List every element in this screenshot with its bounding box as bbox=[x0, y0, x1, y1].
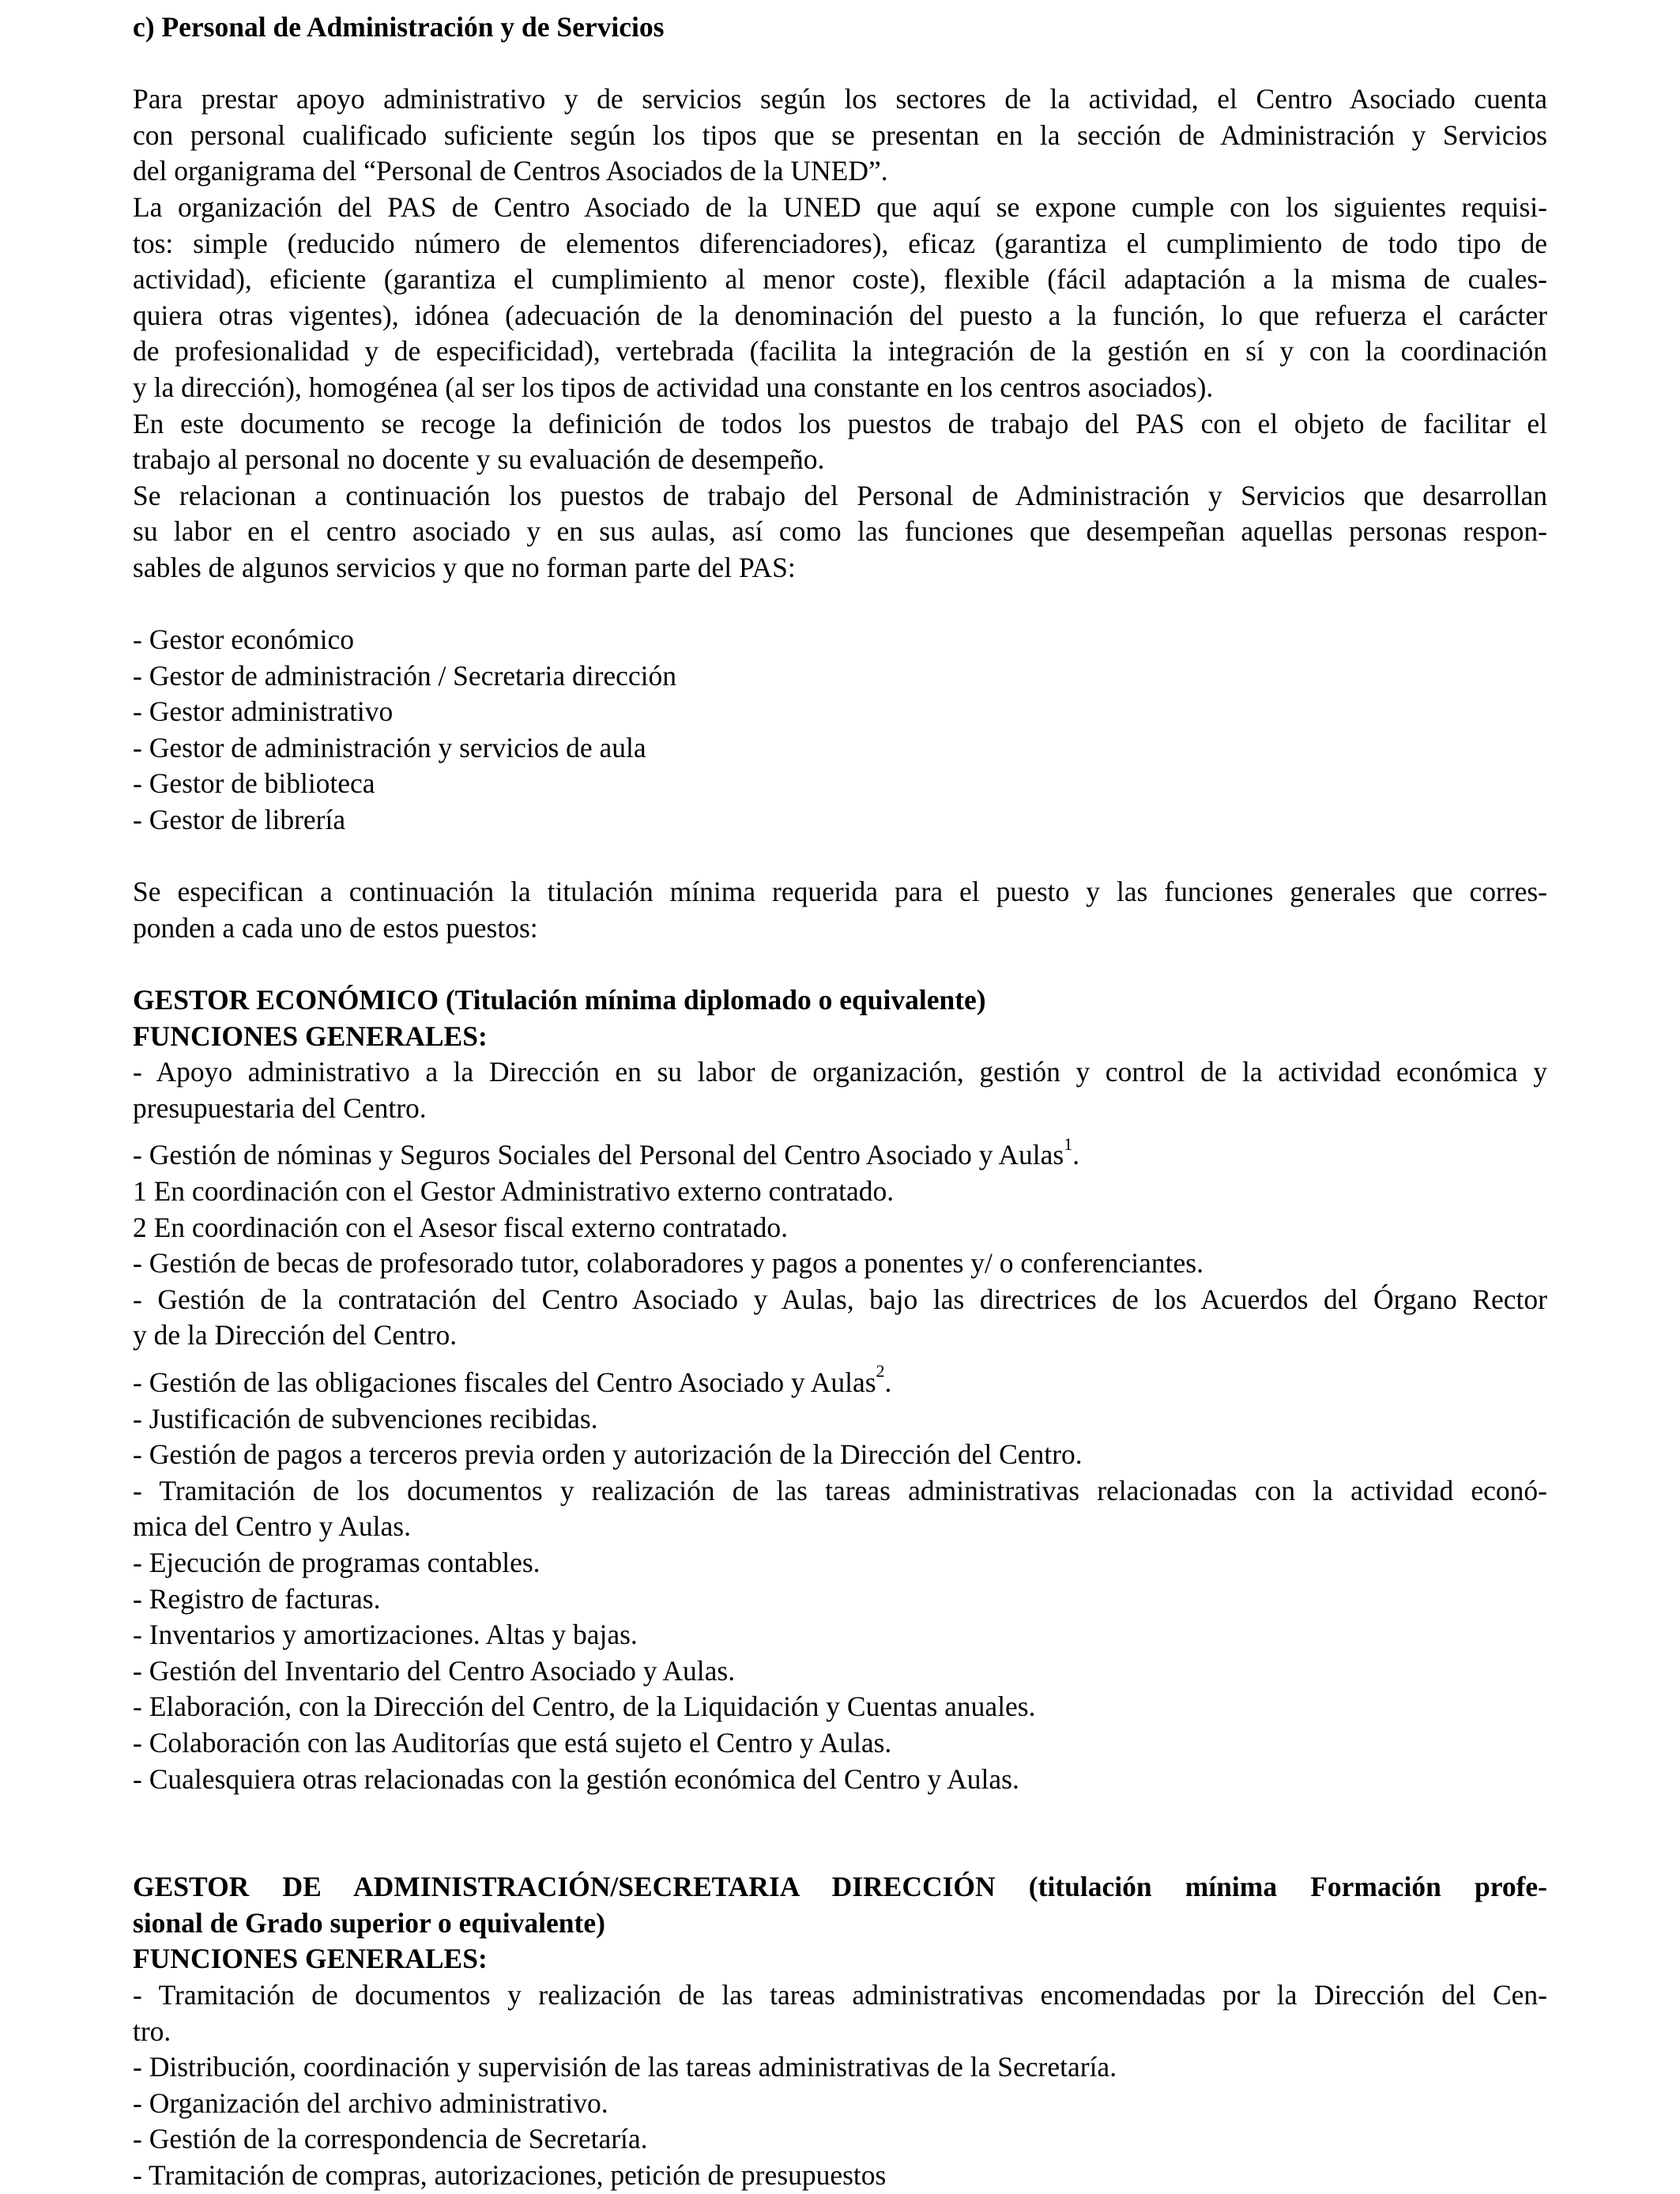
puestos-list bbox=[133, 622, 1547, 839]
intro-paragraph-3: En este documento se recoge la definición de todos los puestos de trabajo del PAS con el objeto de facilitar el trabajo al personal no docente y su evaluación de desempeño. bbox=[133, 407, 1547, 476]
section-heading: GESTOR DE ADMINISTRACIÓN/SECRETARIA DIRECCIÓN (titulación mínima Formación profe- bbox=[133, 1871, 1547, 1903]
spacer bbox=[133, 46, 1547, 82]
function-item: - Ejecución de programas contables. bbox=[133, 1546, 541, 1578]
function-item: - Justificación de subvenciones recibidas. bbox=[133, 1402, 598, 1434]
function-item: - Gestión de nóminas y Seguros Sociales del Personal del Centro Asociado y Aulas$^1$. bbox=[133, 1133, 1080, 1171]
list-item: - Gestor de biblioteca bbox=[133, 767, 375, 800]
spacer bbox=[133, 946, 1547, 982]
function-item: - Gestión de la correspondencia de Secretaría. bbox=[133, 2123, 648, 2155]
function-item: - Apoyo administrativo a la Dirección en su labor de organización, gestión y control de la actividad económica y bbox=[133, 1056, 1547, 1088]
list-item: - Gestor de administración y servicios de aula bbox=[133, 731, 646, 763]
intro-paragraph-1: Para prestar apoyo administrativo y de servicios según los sectores de la actividad, el Centro Asociado cuenta con personal cualificado suficiente según los tipos que se presentan en la sección de Administración y Servicios del organigrama del “Personal de Centros Asociados de la UNED”. bbox=[133, 83, 1547, 187]
function-item: - Tramitación de compras, autorizaciones, petición de presupuestos bbox=[133, 2159, 887, 2192]
intro-paragraph-2: La organización del PAS de Centro Asociado de la UNED que aquí se expone cumple con los siguientes requisi- tos: simple (reducido número de elementos diferenciadores), eficaz (garantiza el cumplimiento de todo tipo de actividad), eficiente (garantiza el cumplimiento al menor coste), flexible (fácil adaptación a la misma de cuales- quiera otras vigentes), idónea (adecuación de la denominación del puesto a la función, lo que refuerza el carácter de profesionalidad y de especificidad), vertebrada (facilita la integración de la gestión en sí y con la coordinación y la dirección), homogénea (al ser los tipos de actividad una constante en los centros asociados). bbox=[133, 190, 1547, 403]
footnote-ref: 1 bbox=[1064, 1133, 1073, 1154]
function-item: - Gestión de las obligaciones fiscales del Centro Asociado y Aulas$^2$. bbox=[133, 1361, 892, 1398]
function-item: - Cualesquiera otras relacionadas con la gestión económica del Centro y Aulas. bbox=[133, 1762, 1019, 1795]
function-item: - Tramitación de los documentos y realización de las tareas administrativas relacionadas con la actividad econó- bbox=[133, 1474, 1547, 1506]
function-item: - Organización del archivo administrativo. bbox=[133, 2087, 608, 2119]
footnote: 2 En coordinación con el Asesor fiscal externo contratado. bbox=[133, 1211, 789, 1243]
function-item: - Gestión de pagos a terceros previa orden y autorización de la Dirección del Centro. bbox=[133, 1438, 1083, 1471]
function-item: - Gestión del Inventario del Centro Asociado y Aulas. bbox=[133, 1654, 736, 1687]
function-item: - Gestión de la contratación del Centro Asociado y Aulas, bajo las directrices de los Acuerdos del Órgano Rector bbox=[133, 1283, 1547, 1315]
list-item: - Gestor de librería bbox=[133, 804, 346, 836]
footnote: 1 En coordinación con el Gestor Administrativo externo contratado. bbox=[133, 1175, 895, 1207]
function-item: - Registro de facturas. bbox=[133, 1582, 381, 1615]
section-heading: GESTOR ECONÓMICO (Titulación mínima diplomado o equivalente) bbox=[133, 984, 986, 1016]
titulacion-intro: Se especifican a continuación la titulación mínima requerida para el puesto y las funciones generales que corres- ponden a cada uno de estos puestos: bbox=[133, 876, 1547, 944]
funciones-label: FUNCIONES GENERALES: bbox=[133, 1943, 488, 1975]
section-title: c) Personal de Administración y de Servicios bbox=[133, 11, 665, 43]
function-item: - Distribución, coordinación y supervisión de las tareas administrativas de la Secretaría. bbox=[133, 2051, 1117, 2083]
funciones-label: FUNCIONES GENERALES: bbox=[133, 1020, 488, 1052]
spacer bbox=[133, 586, 1547, 623]
list-item: - Gestor económico bbox=[133, 624, 354, 656]
footnote-ref: 2 bbox=[876, 1361, 885, 1382]
spacer bbox=[133, 839, 1547, 875]
document-page bbox=[133, 9, 1547, 2194]
gestor-secretaria-section: GESTOR DE ADMINISTRACIÓN/SECRETARIA DIRECCIÓN (titulación mínima Formación profe- sional de Grado superior o equivalente) FUNCIONES GENERALES: - Tramitación de documentos y realización de las tareas administrativas encomendadas por la Dirección del Cen- tro. - Distribución, coordinación y supervisión de las tareas administrativas de la Secretaría. - Organización del archivo administrativo. - Gestión de la correspondencia de Secretaría. - Tramitación de compras, autorizaciones, petición de presupuestos bbox=[133, 1869, 1547, 2193]
function-item: - Tramitación de documentos y realización de las tareas administrativas encomendadas por la Dirección del Cen- bbox=[133, 1979, 1547, 2011]
function-item: - Colaboración con las Auditorías que está sujeto el Centro y Aulas. bbox=[133, 1726, 892, 1759]
intro-paragraph-4: Se relacionan a continuación los puestos de trabajo del Personal de Administración y Servicios que desarrollan su labor en el centro asociado y en sus aulas, así como las funciones que desempeñan aquellas personas respon- sables de algunos servicios y que no forman parte del PAS: bbox=[133, 479, 1547, 583]
gestor-economico-section: GESTOR ECONÓMICO (Titulación mínima diplomado o equivalente) FUNCIONES GENERALES: - Apoyo administrativo a la Dirección en su labor de organización, gestión y control de la actividad económica y presupuestaria del Centro. - Gestión de nóminas y Seguros Sociales del Personal del Centro Asociado y Aulas$^1$. 1 En coordinación con el Gestor Administrativo externo contratado. 2 En coordinación con el Asesor fiscal externo contratado. - Gestión de becas de profesorado tutor, colaboradores y pagos a ponentes y/ o conferenciantes. - Gestión de la contratación del Centro Asociado y Aulas, bajo las directrices de los Acuerdos del Órgano Rector y de la Dirección del Centro. - Gestión de las obligaciones fiscales del Centro Asociado y Aulas$^2$. - Justificación de subvenciones recibidas. - Gestión de pagos a terceros previa orden y autorización de la Dirección del Centro. - Tramitación de los documentos y realización de las tareas administrativas relacionadas con la actividad econó- mica del Centro y Aulas. - Ejecución de programas contables. - Registro de facturas. - Inventarios y amortizaciones. Altas y bajas. - Gestión del Inventario del Centro Asociado y Aulas. - Elaboración, con la Dirección del Centro, de la Liquidación y Cuentas anuales. - Colaboración con las Auditorías que está sujeto el Centro y Aulas. - Cualesquiera otras relacionadas con la gestión económica del Centro y Aulas. bbox=[133, 982, 1547, 1797]
list-item: - Gestor de administración / Secretaria dirección bbox=[133, 659, 677, 692]
function-item: - Inventarios y amortizaciones. Altas y bajas. bbox=[133, 1619, 638, 1651]
spacer bbox=[133, 1797, 1547, 1869]
function-item: - Gestión de becas de profesorado tutor, colaboradores y pagos a ponentes y/ o conferenciantes. bbox=[133, 1247, 1203, 1280]
list-item: - Gestor administrativo bbox=[133, 696, 394, 728]
function-item: - Elaboración, con la Dirección del Centro, de la Liquidación y Cuentas anuales. bbox=[133, 1691, 1036, 1723]
